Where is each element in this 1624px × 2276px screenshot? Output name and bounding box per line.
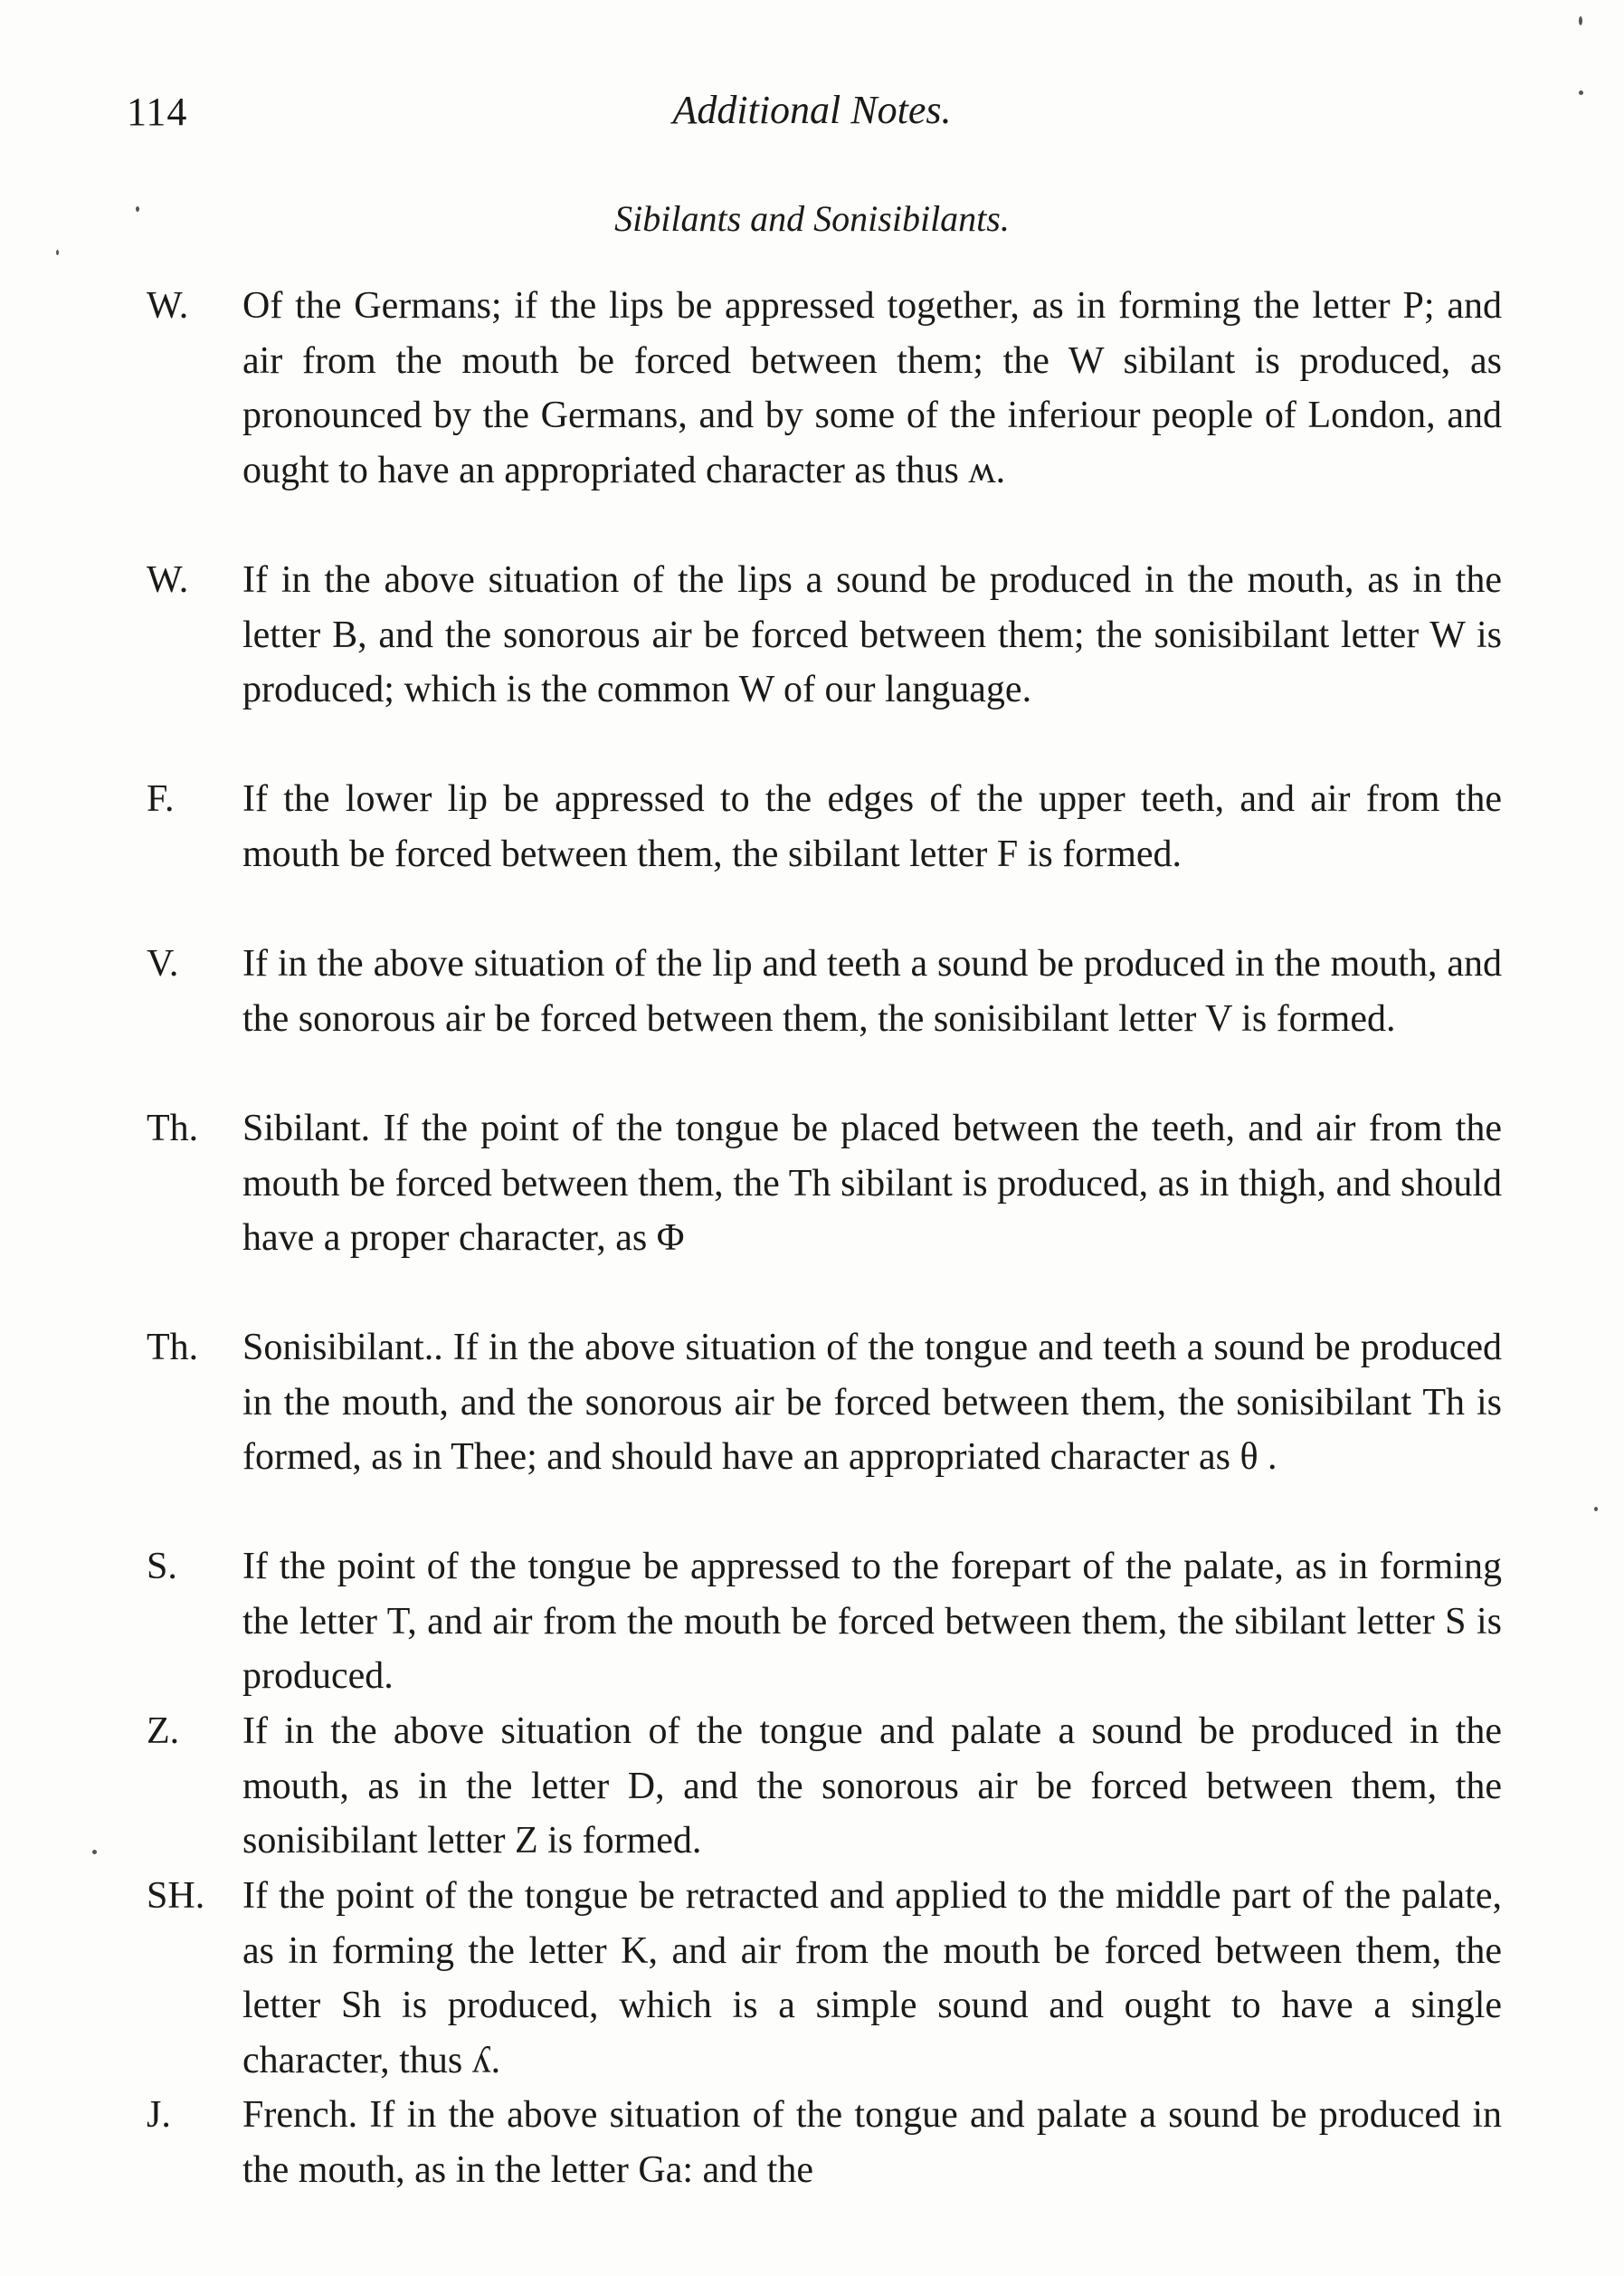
running-head: Additional Notes. xyxy=(672,88,952,132)
entry-w-sibilant xyxy=(127,279,1502,553)
entry-sh-sibilant xyxy=(127,1869,1502,2088)
entry-text: Of the Germans; if the lips be appressed together, as in forming the letter P; and air from the mouth be forced between them; the W sibilant is produced, as pronounced by the Germans, and by some of the inferiour people of London, and ought to have an appropriated character as thus ʍ. xyxy=(242,285,1502,491)
section-title: Sibilants and Sonisibilants. xyxy=(614,198,1010,239)
entry-th-sonisibilant xyxy=(127,1320,1502,1539)
entry-letter: Z. xyxy=(147,1710,180,1752)
entry-text: If in the above situation of the lips a sound be produced in the mouth, as in the letter B, and the sonorous air be forced between them; the sonisibilant letter W is produced; which is the common W of our language. xyxy=(242,559,1502,710)
entry-text: If the point of the tongue be appressed to the forepart of the palate, as in forming the letter T, and air from the mouth be forced between them, the sibilant letter S is produced. xyxy=(242,1546,1502,1697)
entry-s-sibilant xyxy=(127,1539,1502,1704)
entry-text: French. If in the above situation of the tongue and palate a sound be produced in the mouth, as in the letter Ga: and the xyxy=(242,2094,1502,2191)
entry-letter: S. xyxy=(147,1546,177,1587)
scan-speck xyxy=(1579,90,1583,95)
entry-text: Sibilant. If the point of the tongue be placed between the teeth, and air from the mouth be forced between them, the Th sibilant is produced, as in thigh, and should have a proper character, as Φ xyxy=(242,1108,1502,1259)
entry-letter: W. xyxy=(147,285,189,327)
entry-letter: J. xyxy=(147,2094,171,2136)
entry-w-sonisibilant xyxy=(127,553,1502,772)
entry-v-sonisibilant xyxy=(127,937,1502,1101)
scan-speck xyxy=(136,206,139,212)
entry-letter: W. xyxy=(147,559,189,601)
entry-letter: SH. xyxy=(147,1875,205,1917)
entry-th-sibilant xyxy=(127,1101,1502,1320)
entry-text: If in the above situation of the lip and teeth a sound be produced in the mouth, and the sonorous air be forced between them, the sonisibilant letter V is formed. xyxy=(242,943,1502,1040)
entry-letter: Th. xyxy=(147,1108,199,1149)
scan-speck xyxy=(1594,1507,1598,1511)
entry-z-sonisibilant xyxy=(127,1704,1502,1869)
entry-text: If in the above situation of the tongue and palate a sound be produced in the mouth, as in the letter D, and the sonorous air be forced between them, the sonisibilant letter Z is formed. xyxy=(242,1710,1502,1862)
entry-list xyxy=(127,279,1502,2197)
entry-letter: Th. xyxy=(147,1327,199,1368)
entry-text: If the point of the tongue be retracted and applied to the middle part of the palate, as in forming the letter K, and air from the mouth be forced between them, the letter Sh is produced, which is a simple sound and ought to have a single character, thus ʎ. xyxy=(242,1875,1502,2081)
entry-letter: V. xyxy=(147,943,179,985)
entry-text: Sonisibilant.. If in the above situation of the tongue and teeth a sound be produced in the mouth, and the sonorous air be forced between them, the sonisibilant Th is formed, as in Thee; and should have an appropriated character as θ . xyxy=(242,1327,1502,1478)
entry-text: If the lower lip be appressed to the edges of the upper teeth, and air from the mouth be forced between them, the sibilant letter F is formed. xyxy=(242,778,1502,875)
scan-speck xyxy=(56,250,59,255)
entry-letter: F. xyxy=(147,778,175,820)
entry-f-sibilant xyxy=(127,772,1502,937)
scan-speck xyxy=(1579,16,1582,25)
scan-speck xyxy=(92,1850,97,1854)
page-number: 114 xyxy=(127,90,188,134)
entry-j-french xyxy=(127,2088,1502,2197)
